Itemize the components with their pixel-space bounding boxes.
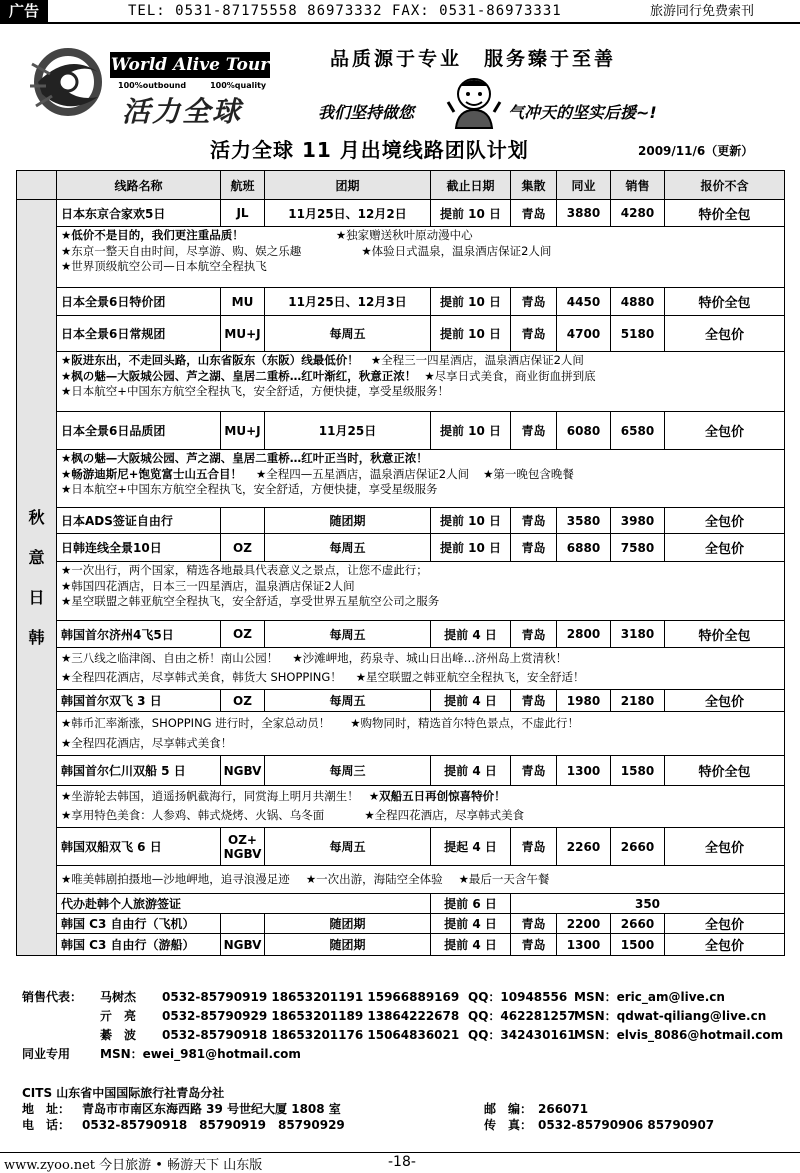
tel-label: 电 话： xyxy=(22,1118,71,1132)
free-catalog-note: 旅游同行免费索刊 xyxy=(650,4,755,19)
notes-row xyxy=(17,562,785,621)
rep-msn: MSN：eric_am@live.cn xyxy=(574,990,725,1004)
region-char: 意 xyxy=(28,547,45,567)
route-dates: 11月25日 xyxy=(265,412,431,450)
header-flight: 航班 xyxy=(221,171,265,200)
trade-msn: MSN：ewei_981@hotmail.com xyxy=(100,1047,301,1061)
notes-row xyxy=(17,712,785,756)
note: ★坐游轮去韩国，逍遥扬帆截海行，同赏海上明月共潮生！ xyxy=(61,789,359,803)
route-hub: 青岛 xyxy=(511,412,557,450)
fax-label: 传 真： xyxy=(484,1118,533,1132)
header-sale-price: 销售 xyxy=(611,171,665,200)
route-package: 特价全包 xyxy=(665,288,785,316)
route-trade-price: 6080 xyxy=(557,412,611,450)
brand-name-cn: 活力全球 xyxy=(122,95,243,128)
contact-line: TEL: 0531-87175558 86973332 FAX: 0531-86973331 xyxy=(128,3,562,19)
rep-msn: MSN：qdwat-qiliang@live.cn xyxy=(574,1009,767,1023)
note: ★东京一整天自由时间，尽享游、购、娱之乐趣 xyxy=(61,243,302,258)
note: ★低价不是目的，我们更注重品质！ xyxy=(61,228,244,242)
route-name: 日本全景6日特价团 xyxy=(57,288,221,316)
route-flight: OZ xyxy=(221,690,265,712)
address: 青岛市市南区东海西路 39 号世纪大厦 1808 室 xyxy=(82,1102,341,1116)
note: ★全程三一四星酒店，温泉酒店保证2人间 xyxy=(370,353,584,367)
note: ★星空联盟之韩亚航空全程执飞，安全舒适，享受世界五星航空公司之服务 xyxy=(61,594,440,608)
note: ★畅游迪斯尼+饱览富士山五合目！ xyxy=(61,466,242,481)
company-name: CITS 山东省中国国际旅行社青岛分社 xyxy=(22,1086,225,1100)
table-row xyxy=(17,690,785,712)
region-label xyxy=(17,200,57,956)
notes-row xyxy=(17,648,785,690)
route-flight: NGBV xyxy=(221,934,265,956)
route-hub: 青岛 xyxy=(511,288,557,316)
route-hub: 青岛 xyxy=(511,200,557,227)
ad-label: 广告 xyxy=(0,0,48,22)
note: ★全程四花酒店，尽享韩式美食 xyxy=(364,808,525,822)
route-name: 韩国双船双飞 6 日 xyxy=(57,828,221,866)
route-flight: MU+J xyxy=(221,316,265,352)
note: ★韩国四花酒店，日本三一四星酒店，温泉酒店保证2人间 xyxy=(61,578,355,593)
note: ★第一晚包含晚餐 xyxy=(483,466,574,481)
note: ★一次出行，两个国家，精选各地最具代表意义之景点，让您不虚此行； xyxy=(61,563,428,577)
tel: 0532-85790918 85790919 85790929 xyxy=(82,1118,345,1132)
table-row xyxy=(17,508,785,534)
rep-qq: QQ：342430161 xyxy=(468,1028,576,1042)
route-hub: 青岛 xyxy=(511,621,557,648)
route-hub: 青岛 xyxy=(511,934,557,956)
table-header-row xyxy=(17,171,785,200)
route-name: 韩国 C3 自由行（游船） xyxy=(57,934,221,956)
route-dates: 每周五 xyxy=(265,690,431,712)
route-deadline: 提前 4 日 xyxy=(431,621,511,648)
route-hub: 青岛 xyxy=(511,914,557,934)
route-deadline: 提前 10 日 xyxy=(431,534,511,562)
note: ★一次出游，海陆空全体验 xyxy=(305,871,443,886)
route-deadline: 提前 4 日 xyxy=(431,934,511,956)
note: ★体验日式温泉，温泉酒店保证2人间 xyxy=(361,243,552,258)
bottom-divider xyxy=(0,1152,800,1153)
table-row xyxy=(17,288,785,316)
route-deadline: 提前 10 日 xyxy=(431,288,511,316)
route-dates: 11月25日、12月2日 xyxy=(265,200,431,227)
route-package: 特价全包 xyxy=(665,621,785,648)
note: ★全程四—五星酒店，温泉酒店保证2人间 xyxy=(255,466,470,481)
page-number: -18- xyxy=(388,1154,416,1170)
rep-name: 马树杰 xyxy=(100,990,137,1004)
notes-row xyxy=(17,786,785,828)
route-sale-price: 1580 xyxy=(611,756,665,786)
route-sale-price: 2180 xyxy=(611,690,665,712)
header-hub: 集散 xyxy=(511,171,557,200)
note: ★全程四花酒店，尽享韩式美食！ xyxy=(61,736,233,750)
rep-phones: 0532-85790919 18653201191 15966889169 xyxy=(162,990,460,1004)
route-hub: 青岛 xyxy=(511,828,557,866)
route-flight: NGBV xyxy=(221,756,265,786)
route-trade-price: 2260 xyxy=(557,828,611,866)
route-deadline: 提前 10 日 xyxy=(431,412,511,450)
route-package: 全包价 xyxy=(665,316,785,352)
table-row xyxy=(17,914,785,934)
route-trade-price: 1300 xyxy=(557,756,611,786)
route-deadline: 提前 6 日 xyxy=(431,894,511,914)
table-row xyxy=(17,828,785,866)
notes-row xyxy=(17,866,785,894)
route-dates: 每周五 xyxy=(265,534,431,562)
route-flight: MU+J xyxy=(221,412,265,450)
route-package: 特价全包 xyxy=(665,200,785,227)
route-flight: JL xyxy=(221,200,265,227)
notes-row xyxy=(17,352,785,412)
route-sale-price: 1500 xyxy=(611,934,665,956)
header-route-name: 线路名称 xyxy=(57,171,221,200)
note: ★购物同时，精选首尔特色景点，不虚此行！ xyxy=(350,716,580,730)
route-dates: 11月25日、12月3日 xyxy=(265,288,431,316)
region-char: 秋 xyxy=(28,507,45,527)
route-name: 韩国首尔双飞 3 日 xyxy=(57,690,221,712)
route-package: 全包价 xyxy=(665,690,785,712)
route-package: 全包价 xyxy=(665,508,785,534)
header-blank xyxy=(17,171,57,200)
note: ★享用特色美食：人参鸡、韩式烧烤、火锅、乌冬面 xyxy=(61,808,325,822)
route-package: 特价全包 xyxy=(665,756,785,786)
table-row xyxy=(17,200,785,227)
note: ★星空联盟之韩亚航空全程执飞，安全舒适！ xyxy=(355,670,585,684)
note: ★枫の魅—大阪城公园、芦之湖、皇居二重桥…红叶正当时，秋意正浓！ xyxy=(61,451,428,465)
region-char: 韩 xyxy=(28,627,45,647)
route-trade-price: 4450 xyxy=(557,288,611,316)
route-deadline: 提前 10 日 xyxy=(431,200,511,227)
rep-phones: 0532-85790918 18653201176 15064836021 xyxy=(162,1028,460,1042)
route-notes xyxy=(57,562,785,621)
trade-label: 同业专用 xyxy=(22,1047,71,1061)
route-notes xyxy=(57,450,785,508)
route-flight xyxy=(221,914,265,934)
route-notes xyxy=(57,648,785,690)
header-trade-price: 同业 xyxy=(557,171,611,200)
notes-row xyxy=(17,450,785,508)
route-flight: OZ xyxy=(221,534,265,562)
note: ★枫の魅—大阪城公园、芦之湖、皇居二重桥…红叶渐红，秋意正浓！ xyxy=(61,368,417,383)
slogan-support-end: 气冲天的坚实后援~! xyxy=(508,103,657,122)
note: ★沙滩岬地，药泉寺、城山日出峰…济州岛上赏清秋！ xyxy=(292,651,568,665)
table-row xyxy=(17,894,785,914)
route-trade-price: 2200 xyxy=(557,914,611,934)
swirl-logo-icon xyxy=(28,42,108,122)
route-deadline: 提前 10 日 xyxy=(431,508,511,534)
footer-site: www.zyoo.net 今日旅游 • 畅游天下 山东版 xyxy=(4,1158,263,1173)
table-row xyxy=(17,934,785,956)
route-dates: 每周三 xyxy=(265,756,431,786)
route-trade-price: 1980 xyxy=(557,690,611,712)
route-name: 日本全景6日品质团 xyxy=(57,412,221,450)
rep-msn: MSN：elvis_8086@hotmail.com xyxy=(574,1028,784,1042)
route-notes xyxy=(57,866,785,894)
route-dates: 每周五 xyxy=(265,621,431,648)
route-flight: MU xyxy=(221,288,265,316)
route-name: 代办赴韩个人旅游签证 xyxy=(57,894,431,914)
rep-name: 亓 亮 xyxy=(100,1009,137,1023)
route-trade-price: 6880 xyxy=(557,534,611,562)
route-dates: 随团期 xyxy=(265,934,431,956)
route-trade-price: 2800 xyxy=(557,621,611,648)
note: ★尽享日式美食，商业街血拼到底 xyxy=(424,368,596,383)
region-char: 日 xyxy=(28,587,45,607)
route-schedule-table xyxy=(16,170,785,956)
route-sale-price: 4880 xyxy=(611,288,665,316)
route-sale-price: 2660 xyxy=(611,828,665,866)
note: ★双船五日再创惊喜特价！ xyxy=(368,789,506,803)
route-hub: 青岛 xyxy=(511,534,557,562)
route-trade-price: 1300 xyxy=(557,934,611,956)
route-flight: OZ xyxy=(221,621,265,648)
route-deadline: 提前 10 日 xyxy=(431,316,511,352)
address-label: 地 址： xyxy=(22,1102,71,1116)
route-name: 日本ADS签证自由行 xyxy=(57,508,221,534)
route-dates: 随团期 xyxy=(265,508,431,534)
route-deadline: 提前 4 日 xyxy=(431,756,511,786)
route-sale-price: 7580 xyxy=(611,534,665,562)
table-row xyxy=(17,534,785,562)
slogan-support-start: 我们坚持做您 xyxy=(318,103,415,122)
rep-name: 綦 波 xyxy=(100,1028,137,1042)
route-flight xyxy=(221,508,265,534)
header-dates: 团期 xyxy=(265,171,431,200)
route-hub: 青岛 xyxy=(511,508,557,534)
notes-row xyxy=(17,227,785,288)
table-row xyxy=(17,621,785,648)
route-package: 全包价 xyxy=(665,828,785,866)
table-row xyxy=(17,756,785,786)
route-dates: 每周五 xyxy=(265,828,431,866)
route-deadline: 提前 4 日 xyxy=(431,690,511,712)
route-package: 全包价 xyxy=(665,934,785,956)
note: ★独家赠送秋叶原动漫中心 xyxy=(335,228,473,242)
update-date: 2009/11/6（更新） xyxy=(638,144,754,158)
route-name: 日本东京合家欢5日 xyxy=(57,200,221,227)
route-sale-price: 3180 xyxy=(611,621,665,648)
route-notes xyxy=(57,786,785,828)
page-title: 活力全球 11 月出境线路团队计划 xyxy=(210,138,529,162)
route-sale-price: 2660 xyxy=(611,914,665,934)
brand-tag-quality: 100%quality xyxy=(210,81,267,90)
route-trade-price: 3580 xyxy=(557,508,611,534)
postcode-label: 邮 编： xyxy=(484,1102,533,1116)
table-row xyxy=(17,412,785,450)
postcode: 266071 xyxy=(538,1102,589,1116)
brand-tag-outbound: 100%outbound xyxy=(118,81,187,90)
route-name: 韩国首尔济州4飞5日 xyxy=(57,621,221,648)
route-trade-price: 3880 xyxy=(557,200,611,227)
note: ★阪进东出，不走回头路，山东省阪东（东阪）线最低价！ xyxy=(61,353,359,367)
route-package: 全包价 xyxy=(665,412,785,450)
header-price-excludes: 报价不含 xyxy=(665,171,785,200)
route-hub: 青岛 xyxy=(511,316,557,352)
route-trade-price: 4700 xyxy=(557,316,611,352)
sales-label: 销售代表： xyxy=(22,990,83,1004)
header-deadline: 截止日期 xyxy=(431,171,511,200)
brand-name-en: World Alive Tour xyxy=(110,52,270,78)
note: ★日本航空+中国东方航空全程执飞，安全舒适，方便快捷，享受星级服务 xyxy=(61,482,438,496)
route-name: 日本全景6日常规团 xyxy=(57,316,221,352)
route-sale-price: 3980 xyxy=(611,508,665,534)
route-deadline: 提起 4 日 xyxy=(431,828,511,866)
table-row xyxy=(17,316,785,352)
route-hub: 青岛 xyxy=(511,756,557,786)
route-sale-price: 5180 xyxy=(611,316,665,352)
route-name: 韩国 C3 自由行（飞机） xyxy=(57,914,221,934)
note: ★最后一天含午餐 xyxy=(458,871,550,886)
note: ★全程四花酒店，尽享韩式美食，韩货大 SHOPPING！ xyxy=(61,670,342,684)
route-package: 全包价 xyxy=(665,534,785,562)
rep-qq: QQ：10948556 xyxy=(468,990,568,1004)
route-name: 韩国首尔仁川双船 5 日 xyxy=(57,756,221,786)
route-name: 日韩连线全景10日 xyxy=(57,534,221,562)
note: ★三八线之临津阁、自由之桥！南山公园！ xyxy=(61,651,279,665)
route-sale-price: 6580 xyxy=(611,412,665,450)
route-dates: 每周五 xyxy=(265,316,431,352)
visa-price: 350 xyxy=(511,894,785,914)
route-dates: 随团期 xyxy=(265,914,431,934)
route-notes xyxy=(57,712,785,756)
route-package: 全包价 xyxy=(665,914,785,934)
route-flight: OZ+ NGBV xyxy=(221,828,265,866)
fax: 0532-85790906 85790907 xyxy=(538,1118,715,1132)
route-notes xyxy=(57,227,785,288)
mascot-cartoon-icon xyxy=(446,72,502,130)
slogan-quality: 品质源于专业 服务臻于至善 xyxy=(330,48,617,70)
route-sale-price: 4280 xyxy=(611,200,665,227)
note: ★日本航空+中国东方航空全程执飞，安全舒适，方便快捷，享受星级服务！ xyxy=(61,384,449,398)
route-hub: 青岛 xyxy=(511,690,557,712)
route-notes xyxy=(57,352,785,412)
note: ★世界顶级航空公司—日本航空全程执飞 xyxy=(61,259,267,273)
route-deadline: 提前 4 日 xyxy=(431,914,511,934)
rep-qq: QQ：462281257 xyxy=(468,1009,576,1023)
rep-phones: 0532-85790929 18653201189 13864222678 xyxy=(162,1009,460,1023)
note: ★唯美韩剧拍摄地—沙地岬地，追寻浪漫足迹 xyxy=(61,871,290,886)
note: ★韩币汇率渐涨，SHOPPING 进行时，全家总动员！ xyxy=(61,716,331,730)
